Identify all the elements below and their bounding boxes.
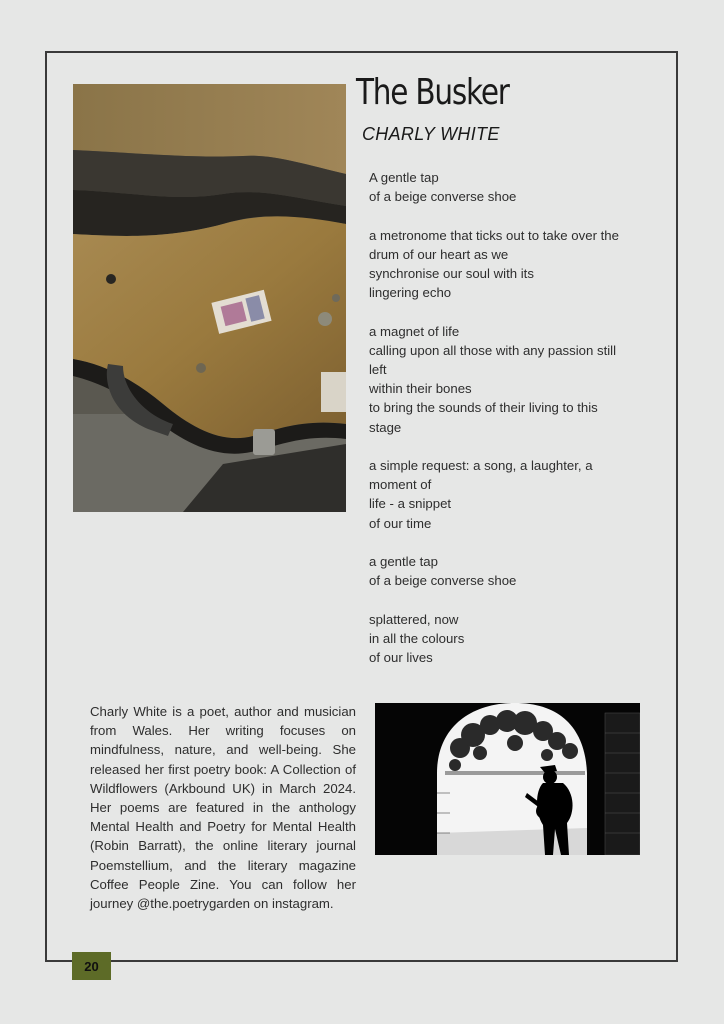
poem-line: life - a snippet	[369, 496, 452, 512]
poem-line: drum of our heart as we	[369, 246, 509, 262]
poem-stanza	[369, 456, 639, 533]
poem-stanza	[369, 226, 639, 303]
poem-stanza	[369, 322, 639, 437]
poem-stanza	[369, 168, 639, 206]
page-number-badge: 20	[72, 952, 111, 980]
poem-line: a gentle tap	[369, 554, 438, 569]
guitar-case-photo	[73, 84, 346, 512]
poem-line: splattered, now	[369, 611, 459, 627]
poem-line: in all the colours	[369, 630, 465, 646]
poem-stanza	[369, 610, 639, 668]
poem-line: calling upon all those with any passion still	[369, 342, 617, 358]
poem-line: within their bones	[369, 381, 472, 397]
poem-line: a magnet of life	[369, 323, 460, 339]
poem-line: to bring the sounds of their living to this	[369, 400, 598, 416]
poem-line: lingering echo	[369, 285, 452, 301]
author-name: CHARLY WHITE	[362, 124, 500, 144]
poem-body	[369, 168, 639, 686]
busker-silhouette-photo	[375, 703, 640, 855]
poem-line: of a beige converse shoe	[369, 573, 517, 589]
poem-title: The Busker	[356, 72, 509, 113]
poem-line: of a beige converse shoe	[369, 189, 517, 205]
author-bio: Charly White is a poet, author and musician from Wales. Her writing focuses on mindfulness, nature, and well-being. She released her first poetry book: A Collection of Wildflowers (Arkbound UK) in March 2024. Her poems are featured in the anthology Mental Health and Poetry for Mental Health (Robin Barratt), the online literary journal Poemstellium, and the literary magazine Coffee People Zine. You can follow her journey @the.poetrygarden on instagram.	[90, 704, 356, 912]
poem-line: left	[369, 362, 387, 377]
poem-line: of our lives	[369, 650, 433, 665]
poem-stanza	[369, 552, 639, 590]
poem-line: a metronome that ticks out to take over the	[369, 227, 619, 243]
poem-line: A gentle tap	[369, 170, 439, 185]
poem-line: of our time	[369, 515, 432, 531]
poem-line: stage	[369, 419, 402, 435]
poem-line: moment of	[369, 477, 432, 493]
poem-line: synchronise our soul with its	[369, 266, 534, 281]
poem-line: a simple request: a song, a laughter, a	[369, 458, 593, 473]
